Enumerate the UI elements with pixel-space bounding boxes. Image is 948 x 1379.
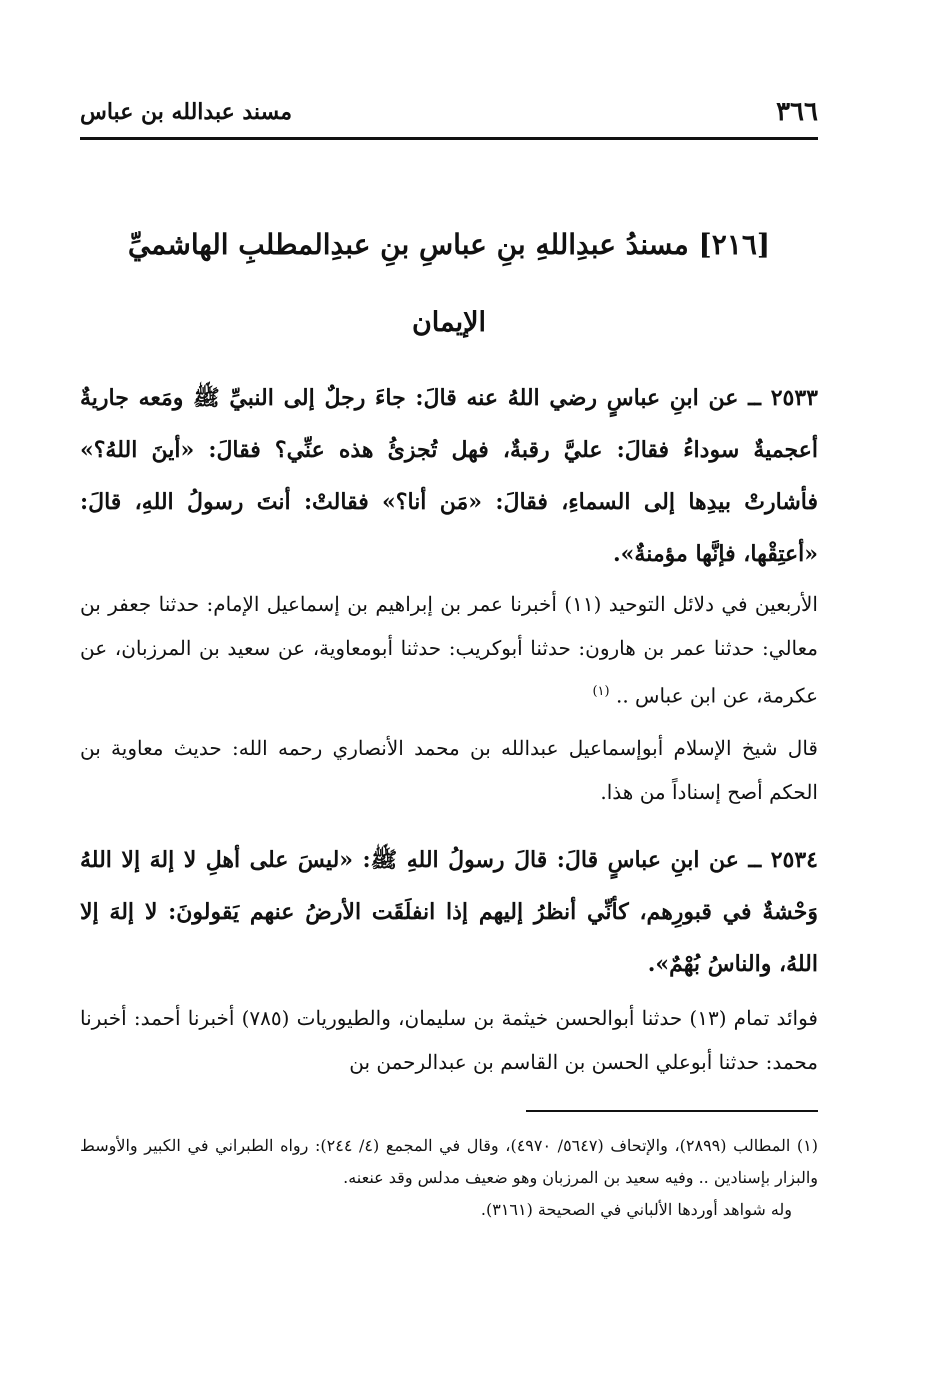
running-title: مسند عبدالله بن عباس	[80, 99, 292, 125]
footnote-1: (١) المطالب (٢٨٩٩)، والإتحاف (٥٦٤٧/ ٤٩٧٠)، وقال في المجمع (٤/ ٢٤٤): رواه الطبراني في الكبير والأوسط والبزار بإسنادين .. وفيه سعيد بن المرزبان وهو ضعيف مدلس وقد عنعنه.	[80, 1136, 818, 1187]
section-title: الإيمان	[411, 307, 487, 338]
hadith-2533: ٢٥٣٣ ــ عن ابنِ عباسٍ رضي اللهُ عنه قالَ: جاءَ رجلٌ إلى النبيِّ ﷺ ومَعه جاريةٌ أعجميةٌ سوداءُ فقالَ: عليَّ رقبةٌ، فهل تُجزئُ هذه عنِّي؟ فقالَ: «أينَ اللهُ؟» فأشارتْ بيدِها إلى السماءِ، فقالَ: «مَن أنا؟» فقالتْ: أنتَ رسولُ اللهِ، قالَ: «أعتِقْها، فإنَّها مؤمنةٌ».	[80, 385, 818, 567]
source-2534: فوائد تمام (١٣) حدثنا أبوالحسن خيثمة بن سليمان، والطيوريات (٧٨٥) أخبرنا أحمد: أخبرنا محمد: حدثنا أبوعلي الحسن بن القاسم بن عبدالرحمن بن	[80, 1006, 818, 1074]
source-2533-text: الأربعين في دلائل التوحيد (١١) أخبرنا عمر بن إبراهيم بن إسماعيل الإمام: حدثنا جعفر بن معالي: حدثنا عمر بن هارون: حدثنا أبوكريب: حدثنا أبومعاوية، عن سعيد بن المرزبان، عن عكرمة، عن ابن عباس ..	[80, 592, 818, 708]
page-number: ٣٦٦	[776, 97, 818, 127]
source-2533	[80, 582, 818, 718]
chapter-title: [٢١٦] مسندُ عبدِاللهِ بنِ عباسِ بنِ عبدِالمطلبِ الهاشميِّ	[127, 228, 771, 261]
footnote-rule	[526, 1110, 818, 1112]
comment-2533: قال شيخ الإسلام أبوإسماعيل عبدالله بن محمد الأنصاري رحمه الله: حديث معاوية بن الحكم أصح إسناداً من هذا.	[80, 736, 818, 804]
running-head	[80, 92, 818, 132]
hadith-2534: ٢٥٣٤ ــ عن ابنِ عباسٍ قالَ: قالَ رسولُ اللهِ ﷺ: «ليسَ على أهلِ لا إلهَ إلا اللهُ وَحْشةٌ في قبورِهم، كأنِّي أنظرُ إليهم إذا انفلَقَت الأرضُ عنهم يَقولونَ: لا إلهَ إلا اللهُ، والناسُ بُهْمٌ».	[80, 847, 818, 977]
footnotes	[80, 1130, 818, 1226]
header-rule	[80, 137, 818, 140]
footnote-2: وله شواهد أوردها الألباني في الصحيحة (٣١٦١).	[480, 1200, 792, 1219]
footnote-marker: (١)	[592, 684, 610, 699]
